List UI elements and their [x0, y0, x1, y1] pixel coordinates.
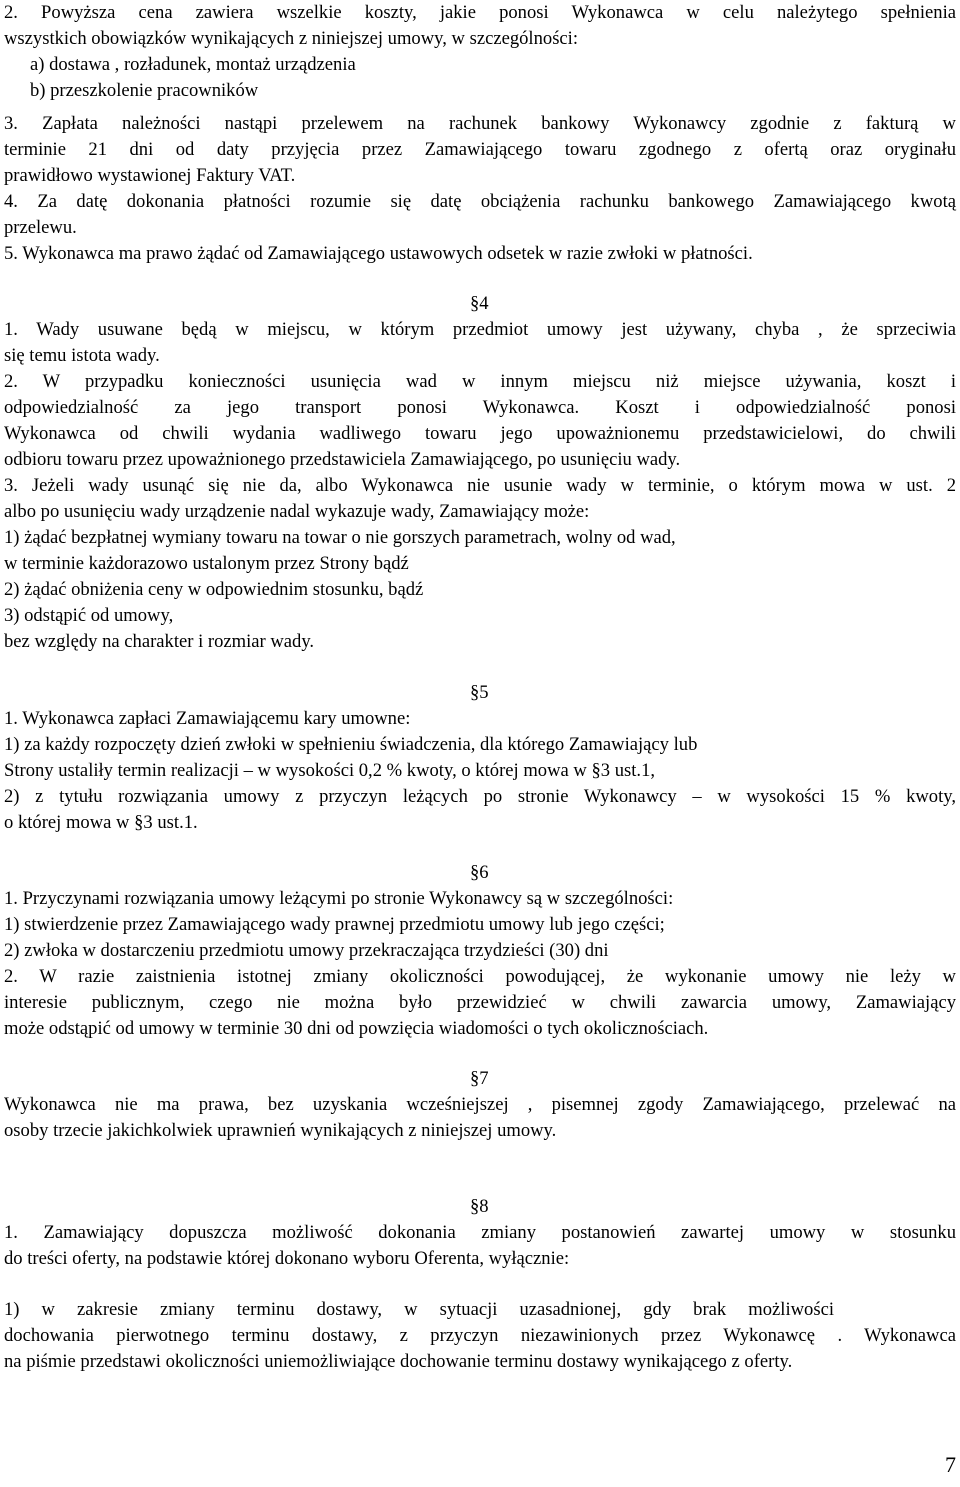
- text-line: 1. Przyczynami rozwiązania umowy leżącymi po stronie Wykonawcy są w szczególności:: [4, 888, 674, 909]
- text-line: Strony ustaliły termin realizacji – w wysokości 0,2 % kwoty, o której mowa w §3 ust.1,: [4, 760, 656, 781]
- text-line: 1. Zamawiający dopuszcza możliwość dokonania zmiany postanowień zawartej umowy w stosunku: [4, 1222, 956, 1243]
- text-line: 1. Wykonawca zapłaci Zamawiającemu kary umowne:: [4, 708, 411, 729]
- text-line: interesie publicznym, czego nie można było przewidzieć w chwili zawarcia umowy, Zamawiający: [4, 992, 956, 1013]
- text-line: 3. Zapłata należności nastąpi przelewem na rachunek bankowy Wykonawcy zgodnie z fakturą w: [4, 113, 956, 134]
- text-line: Wykonawca nie ma prawa, bez uzyskania wcześniejszej , pisemnej zgody Zamawiającego, przelewać na: [4, 1094, 956, 1115]
- text-line: 1) żądać bezpłatnej wymiany towaru na towar o nie gorszych parametrach, wolny od wad,: [4, 527, 676, 548]
- text-line: się temu istota wady.: [4, 345, 160, 366]
- text-line: b) przeszkolenie pracowników: [30, 80, 259, 101]
- text-line: bez względy na charakter i rozmiar wady.: [4, 631, 315, 652]
- text-line: a) dostawa , rozładunek, montaż urządzenia: [30, 54, 356, 75]
- text-line: 1) stwierdzenie przez Zamawiającego wady prawnej przedmiotu umowy lub jego części;: [4, 914, 665, 935]
- section-heading: §8: [470, 1196, 489, 1217]
- text-line: 1) w zakresie zmiany terminu dostawy, w sytuacji uzasadnionej, gdy brak możliwości: [4, 1299, 834, 1320]
- section-heading: §5: [470, 682, 489, 703]
- text-line: 1. Wady usuwane będą w miejscu, w którym przedmiot umowy jest używany, chyba , że sprzeciwia: [4, 319, 956, 340]
- section-heading: §7: [470, 1068, 489, 1089]
- text-line: do treści oferty, na podstawie której dokonano wyboru Oferenta, wyłącznie:: [4, 1248, 570, 1269]
- text-line: 2. W przypadku konieczności usunięcia wad w innym miejscu niż miejsce używania, koszt i: [4, 371, 956, 392]
- text-line: albo po usunięciu wady urządzenie nadal wykazuje wady, Zamawiający może:: [4, 501, 590, 522]
- text-line: terminie 21 dni od daty przyjęcia przez Zamawiającego towaru zgodnego z ofertą oraz oryginału: [4, 139, 956, 160]
- text-line: o której mowa w §3 ust.1.: [4, 812, 198, 833]
- text-line: 1) za każdy rozpoczęty dzień zwłoki w spełnieniu świadczenia, dla którego Zamawiający lub: [4, 734, 698, 755]
- text-line: 2) zwłoka w dostarczeniu przedmiotu umowy przekraczająca trzydzieści (30) dni: [4, 940, 609, 961]
- text-line: przelewu.: [4, 217, 77, 238]
- page-number: 7: [945, 1452, 956, 1477]
- text-line: na piśmie przedstawi okoliczności uniemożliwiające dochowanie terminu dostawy wynikającego z oferty.: [4, 1351, 793, 1372]
- text-line: wszystkich obowiązków wynikających z niniejszej umowy, w szczególności:: [4, 28, 579, 49]
- text-line: odbioru towaru przez upoważnionego przedstawiciela Zamawiającego, po usunięciu wady.: [4, 449, 681, 470]
- text-line: 2) żądać obniżenia ceny w odpowiednim stosunku, bądź: [4, 579, 424, 600]
- text-line: 3) odstąpić od umowy,: [4, 605, 174, 626]
- section-heading: §4: [470, 293, 489, 314]
- text-line: 2. W razie zaistnienia istotnej zmiany okoliczności powodującej, że wykonanie umowy nie leży w: [4, 966, 956, 987]
- text-line: 5. Wykonawca ma prawo żądać od Zamawiającego ustawowych odsetek w razie zwłoki w płatności.: [4, 243, 753, 264]
- text-line: 3. Jeżeli wady usunąć się nie da, albo Wykonawca nie usunie wady w terminie, o którym mowa w ust. 2: [4, 475, 956, 496]
- text-line: 2. Powyższa cena zawiera wszelkie koszty, jakie ponosi Wykonawca w celu należytego spełnienia: [4, 2, 956, 23]
- text-line: 4. Za datę dokonania płatności rozumie się datę obciążenia rachunku bankowego Zamawiającego kwotą: [4, 191, 956, 212]
- text-line: 2) z tytułu rozwiązania umowy z przyczyn leżących po stronie Wykonawcy – w wysokości 15 % kwoty,: [4, 786, 956, 807]
- section-heading: §6: [470, 862, 489, 883]
- text-line: dochowania pierwotnego terminu dostawy, z przyczyn niezawinionych przez Wykonawcę . Wykonawca: [4, 1325, 956, 1346]
- text-line: prawidłowo wystawionej Faktury VAT.: [4, 165, 296, 186]
- text-line: odpowiedzialność za jego transport ponosi Wykonawca. Koszt i odpowiedzialność ponosi: [4, 397, 956, 418]
- text-line: w terminie każdorazowo ustalonym przez Strony bądź: [4, 553, 409, 574]
- text-line: może odstąpić od umowy w terminie 30 dni od powzięcia wiadomości o tych okolicznościach.: [4, 1018, 709, 1039]
- text-line: Wykonawca od chwili wydania wadliwego towaru jego upoważnionemu przedstawicielowi, do chwili: [4, 423, 956, 444]
- text-line: osoby trzecie jakichkolwiek uprawnień wynikających z niniejszej umowy.: [4, 1120, 557, 1141]
